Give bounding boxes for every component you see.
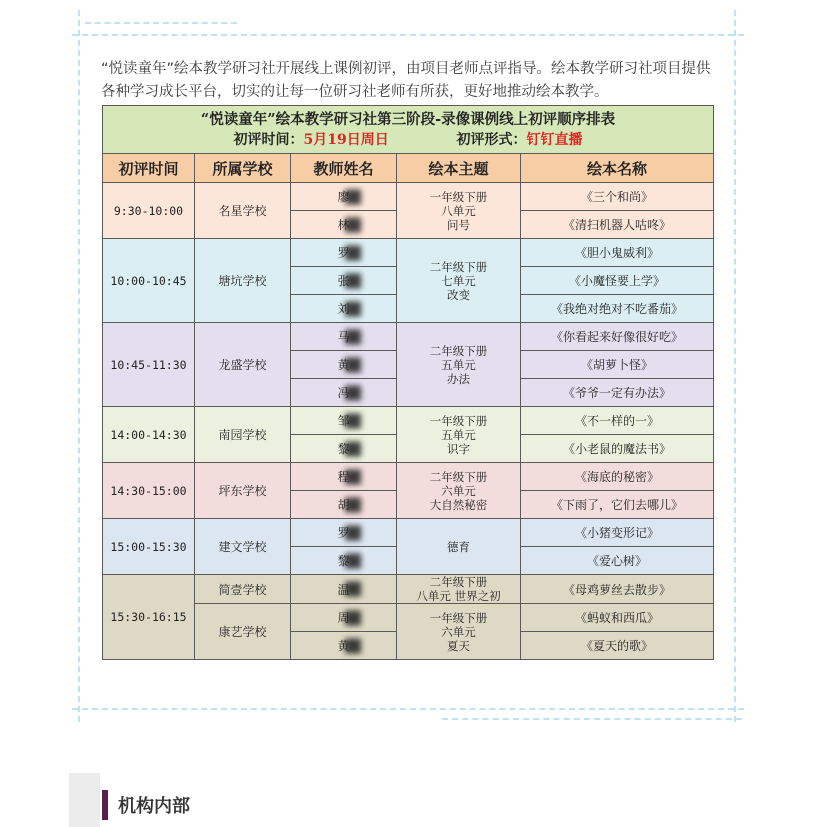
teacher-name: 胡 bbox=[337, 498, 350, 512]
school-cell: 坪东学校 bbox=[195, 463, 291, 519]
topic-line: 七单元 bbox=[441, 273, 476, 288]
topic-line: 大自然秘密 bbox=[429, 497, 488, 512]
section-title: 机构内部 bbox=[118, 796, 190, 817]
school-cell: 建文学校 bbox=[195, 519, 291, 575]
book-cell: 《下雨了，它们去哪儿》 bbox=[521, 491, 714, 519]
table-row bbox=[103, 239, 714, 267]
header-time: 初评时间 bbox=[103, 154, 195, 183]
date-label: 初评时间： bbox=[233, 131, 304, 148]
table-title-text: “悦读童年”绘本教学研习社第三阶段-录像课例线上初评顺序排表 bbox=[200, 110, 616, 128]
table-row bbox=[103, 604, 714, 632]
frame-bottom-line-2 bbox=[442, 718, 742, 720]
teacher-cell bbox=[291, 295, 397, 323]
topic-cell bbox=[397, 575, 521, 604]
table-title-row bbox=[103, 106, 714, 154]
teacher-cell bbox=[291, 379, 397, 407]
header-school: 所属学校 bbox=[195, 154, 291, 183]
book-cell: 《清扫机器人咕咚》 bbox=[521, 211, 714, 239]
topic-line: 一年级下册 bbox=[429, 610, 488, 625]
teacher-name: 林 bbox=[337, 218, 350, 232]
book-cell: 《三个和尚》 bbox=[521, 183, 714, 211]
table-row bbox=[103, 183, 714, 211]
book-cell: 《我绝对绝对不吃番茄》 bbox=[521, 295, 714, 323]
topic-line: 八单元 bbox=[441, 203, 476, 218]
intro-paragraph: “悦读童年”绘本教学研习社开展线上课例初评，由项目老师点评指导。绘本教学研习社项目提供各种学习成长平台，切实的让每一位研习社老师有所获，更好地推动绘本教学。 bbox=[101, 61, 711, 100]
time-cell: 15:30-16:15 bbox=[103, 575, 195, 660]
teacher-name: 周 bbox=[337, 611, 350, 625]
topic-cell bbox=[397, 323, 521, 407]
topic-line: 一年级下册 bbox=[429, 413, 488, 428]
topic-line: 二年级下册 bbox=[429, 575, 488, 589]
time-cell: 14:30-15:00 bbox=[103, 463, 195, 519]
date-value: 5月19日周日 bbox=[303, 131, 389, 148]
teacher-cell bbox=[291, 211, 397, 239]
teacher-name: 程 bbox=[337, 470, 350, 484]
frame-bottom-line bbox=[72, 708, 744, 710]
teacher-cell bbox=[291, 183, 397, 211]
book-cell: 《海底的秘密》 bbox=[521, 463, 714, 491]
book-cell: 《你看起来好像很好吃》 bbox=[521, 323, 714, 351]
teacher-name: 冯 bbox=[337, 386, 350, 400]
school-cell: 南园学校 bbox=[195, 407, 291, 463]
topic-cell bbox=[397, 604, 521, 660]
book-cell: 《胆小鬼威利》 bbox=[521, 239, 714, 267]
topic-cell bbox=[397, 239, 521, 323]
teacher-name: 马 bbox=[337, 330, 350, 344]
teacher-cell bbox=[291, 491, 397, 519]
time-cell: 10:45-11:30 bbox=[103, 323, 195, 407]
book-cell: 《蚂蚁和西瓜》 bbox=[521, 604, 714, 632]
teacher-cell bbox=[291, 351, 397, 379]
topic-cell bbox=[397, 183, 521, 239]
school-cell: 塘坑学校 bbox=[195, 239, 291, 323]
time-cell: 14:00-14:30 bbox=[103, 407, 195, 463]
topic-line: 德育 bbox=[447, 539, 470, 554]
topic-line: 二年级下册 bbox=[429, 343, 488, 358]
school-cell: 名星学校 bbox=[195, 183, 291, 239]
topic-line: 六单元 bbox=[441, 483, 476, 498]
form-label: 初评形式： bbox=[456, 131, 527, 148]
table-subtitle bbox=[103, 130, 713, 150]
table-title bbox=[103, 106, 714, 154]
topic-line: 五单元 bbox=[441, 427, 476, 442]
book-cell: 《母鸡萝丝去散步》 bbox=[521, 575, 714, 604]
book-cell: 《爱心树》 bbox=[521, 547, 714, 575]
teacher-cell bbox=[291, 547, 397, 575]
teacher-cell bbox=[291, 323, 397, 351]
book-cell: 《胡萝卜怪》 bbox=[521, 351, 714, 379]
book-cell: 《小魔怪要上学》 bbox=[521, 267, 714, 295]
time-cell: 15:00-15:30 bbox=[103, 519, 195, 575]
book-cell: 《不一样的一》 bbox=[521, 407, 714, 435]
teacher-name: 罗 bbox=[337, 526, 350, 540]
table-row bbox=[103, 575, 714, 604]
teacher-cell bbox=[291, 435, 397, 463]
teacher-name: 张 bbox=[337, 274, 350, 288]
table-row bbox=[103, 407, 714, 435]
teacher-cell bbox=[291, 632, 397, 660]
form-value: 钉钉直播 bbox=[526, 131, 583, 148]
header-book: 绘本名称 bbox=[521, 154, 714, 183]
topic-line: 一年级下册 bbox=[429, 189, 488, 204]
teacher-cell bbox=[291, 463, 397, 491]
frame-left-line bbox=[78, 10, 80, 722]
teacher-name: 黎 bbox=[337, 442, 350, 456]
teacher-name: 刘 bbox=[337, 302, 350, 316]
book-cell: 《爷爷一定有办法》 bbox=[521, 379, 714, 407]
time-cell: 9:30-10:00 bbox=[103, 183, 195, 239]
teacher-name: 黄 bbox=[337, 639, 350, 653]
frame-right-line bbox=[734, 10, 736, 722]
teacher-name: 廖 bbox=[337, 190, 350, 204]
topic-line: 六单元 bbox=[441, 624, 476, 639]
school-cell: 简壹学校 bbox=[195, 575, 291, 604]
frame-top-line bbox=[85, 22, 237, 24]
time-cell: 10:00-10:45 bbox=[103, 239, 195, 323]
section-accent-bar bbox=[102, 790, 108, 820]
school-cell: 龙盛学校 bbox=[195, 323, 291, 407]
book-cell: 《小猪变形记》 bbox=[521, 519, 714, 547]
teacher-cell bbox=[291, 575, 397, 604]
teacher-cell bbox=[291, 604, 397, 632]
topic-cell bbox=[397, 463, 521, 519]
table-header-row bbox=[103, 154, 714, 183]
topic-cell bbox=[397, 407, 521, 463]
teacher-name: 黎 bbox=[337, 554, 350, 568]
teacher-name: 罗 bbox=[337, 246, 350, 260]
topic-line: 改变 bbox=[447, 287, 470, 302]
topic-line: 五单元 bbox=[441, 357, 476, 372]
teacher-cell bbox=[291, 239, 397, 267]
topic-cell bbox=[397, 519, 521, 575]
table-row bbox=[103, 323, 714, 351]
teacher-cell bbox=[291, 407, 397, 435]
teacher-name: 邹 bbox=[337, 414, 350, 428]
teacher-cell bbox=[291, 267, 397, 295]
topic-line: 八单元 世界之初 bbox=[416, 589, 501, 603]
section-gray-block bbox=[69, 773, 100, 827]
topic-line: 二年级下册 bbox=[429, 469, 488, 484]
table-row bbox=[103, 519, 714, 547]
topic-line: 识字 bbox=[447, 441, 470, 456]
schedule-table bbox=[102, 105, 714, 660]
book-cell: 《夏天的歌》 bbox=[521, 632, 714, 660]
teacher-cell bbox=[291, 519, 397, 547]
book-cell: 《小老鼠的魔法书》 bbox=[521, 435, 714, 463]
teacher-name: 温 bbox=[337, 582, 350, 597]
teacher-name: 黄 bbox=[337, 358, 350, 372]
topic-line: 夏天 bbox=[447, 638, 470, 653]
table-row bbox=[103, 463, 714, 491]
header-topic: 绘本主题 bbox=[397, 154, 521, 183]
topic-line: 二年级下册 bbox=[429, 259, 488, 274]
header-teacher: 教师姓名 bbox=[291, 154, 397, 183]
school-cell: 康艺学校 bbox=[195, 604, 291, 660]
topic-line: 问号 bbox=[447, 217, 470, 232]
frame-top-line-2 bbox=[72, 34, 744, 36]
topic-line: 办法 bbox=[447, 371, 470, 386]
